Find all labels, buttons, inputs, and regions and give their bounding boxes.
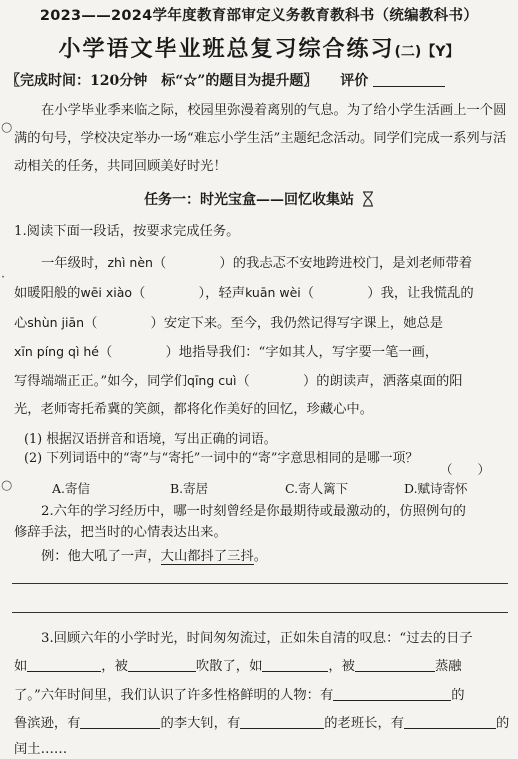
answer-line[interactable] [12,583,508,584]
answer-blank[interactable] [333,686,451,701]
answer-blank[interactable] [27,657,101,672]
answer-blank[interactable] [128,657,196,672]
task-title-text: 任务一：时光宝盒——回忆收集站 [144,192,355,208]
passage-text: （ ）的朗读声，洒落桌面的阳 [236,374,463,389]
hourglass-icon [362,191,374,207]
info-line [6,70,512,90]
binding-mark: ○ [1,120,13,135]
q2-line2: 修辞手法，把当时的心情表达出来。 [14,525,227,540]
page-title [0,32,518,63]
q3-text: 的李大钊，有 [160,716,241,731]
q2-line1: 2.六年的学习经历中，哪一时刻曾经是你最期待或最激动的，仿照例句的 [41,504,466,519]
intro-paragraph: 在小学毕业季来临之际，校园里弥漫着离别的气息。为了给小学生活画上一个圆满的句号，学校决定举办一场“难忘小学生活”主题纪念活动。同学们完成一系列与活动相关的任务，共同回顾美好时光！ [14,103,507,174]
q3-text: ，被 [101,659,128,674]
answer-blank[interactable] [80,714,160,729]
pinyin: shùn jiān [27,315,85,330]
passage-text: 心 [14,316,28,331]
q3-line3 [14,684,508,703]
q3-line4 [14,712,508,731]
q3-text: 如 [14,659,28,674]
answer-paren[interactable]: （ ） [440,462,491,477]
pinyin: xīn píng qì hé [14,344,99,359]
example-text: 。 [253,549,268,564]
q1-passage-line [14,312,508,331]
q3-text: 了。”六年时间里，我们认识了许多性格鲜明的人物：有 [14,688,334,703]
option-b[interactable]: B.寄居 [170,481,209,496]
answer-blank[interactable] [262,657,328,672]
evaluation-blank[interactable] [373,72,445,87]
answer-blank[interactable] [404,714,496,729]
q3-line5: 闰土…… [14,742,68,757]
answer-blank[interactable] [240,714,324,729]
q3-text: ，被 [328,659,355,674]
q3-text: 的 [496,716,510,731]
answer-blank[interactable] [355,657,435,672]
q1-prompt: 1.阅读下面一段话，按要求完成任务。 [14,224,240,239]
q3-text: 的老班长，有 [324,716,405,731]
option-a[interactable]: A.寄信 [52,481,91,496]
q3-text: 鲁滨逊，有 [14,716,81,731]
q3-text: 的 [451,688,465,703]
q1-sub2: (2) 下列词语中的“寄”与“寄托”一词中的“寄”字意思相同的是哪一项？ [24,451,419,466]
q3-line1: 3.回顾六年的小学时光，时间匆匆流过，正如朱自清的叹息：“过去的日子 [41,631,473,646]
passage-text: （ ）地指导我们：“字如其人，写字要一笔一画， [99,345,439,360]
q1-passage-line [41,252,518,271]
passage-text: （ ）我，让我慌乱的 [300,286,474,301]
pinyin: kuān wèi [245,285,301,300]
answer-line[interactable] [12,612,508,613]
title-suffix: (二)【Y】 [394,44,460,60]
passage-text: （ ），轻声 [132,286,246,301]
pinyin: zhì nèn [107,255,153,270]
passage-text: 如暖阳般的 [14,286,81,301]
example-text: 例：他大吼了一声， [41,549,161,564]
passage-text: 一年级时， [41,256,108,271]
q3-text: 蒸融 [434,659,462,674]
q3-text: 吹散了，如 [195,659,263,674]
binding-mark: · [1,270,6,285]
title-text: 小学语文毕业班总复习综合练习 [58,37,395,62]
q2-example [41,545,518,564]
pinyin: wēi xiào [80,285,133,300]
edition-line: 2023——2024学年度教育部审定义务教育教科书（统编教科书） [39,8,479,24]
evaluation-label: 评价 [340,73,369,89]
passage-text: （ ）安定下来。至今，我仍然记得写字课上，她总是 [84,316,444,331]
q1-passage-line [14,370,508,389]
time-info: 〖完成时间：120分钟 标“☆”的题目为提升题〗 [6,73,318,89]
q1-passage-line [14,341,508,360]
q3-line2 [14,655,508,674]
q1-passage-line [14,282,508,301]
example-underlined: 大山都抖了三抖 [160,549,254,564]
pinyin: qīng cuì [187,373,237,388]
q1-sub1: (1) 根据汉语拼音和语境，写出正确的词语。 [24,432,277,447]
passage-text: 写得端端正正。”如今，同学们 [14,374,188,389]
option-c[interactable]: C.寄人篱下 [285,481,349,496]
option-d[interactable]: D.赋诗寄怀 [404,481,468,496]
q1-passage-line: 光，老师寄托希冀的笑颜，都将化作美好的回忆，珍藏心中。 [14,402,374,417]
binding-mark: ○ [1,478,13,493]
passage-text: （ ）的我忐忑不安地跨进校门，是刘老师带着 [152,256,473,271]
task-title [0,189,518,209]
